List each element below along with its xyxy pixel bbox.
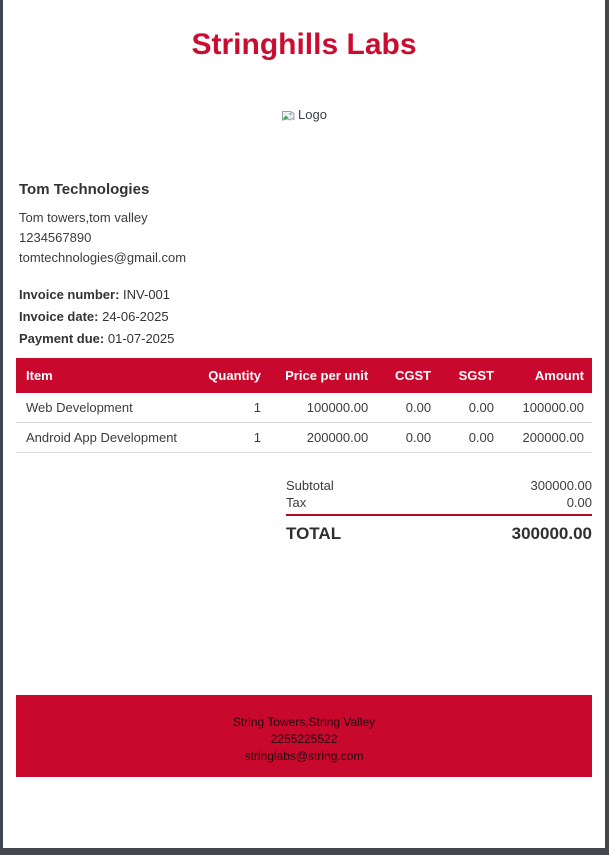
table-cell: 100000.00 [502,393,592,423]
table-cell: 200000.00 [269,423,376,453]
totals-label: Subtotal [286,478,334,493]
logo-alt-text: Logo [298,107,327,122]
client-details [19,208,589,268]
invoice-date-value: 24-06-2025 [102,309,169,324]
table-row [16,423,592,453]
totals-block [286,477,592,543]
payment-due-label: Payment due: [19,331,105,346]
invoice-meta [19,284,589,350]
footer [16,695,592,777]
table-cell: Android App Development [16,423,179,453]
client-name: Tom Technologies [19,181,150,198]
invoice-date-label: Invoice date: [19,309,99,324]
invoice-page [3,0,605,848]
table-cell: 0.00 [376,393,439,423]
payment-due-line [19,328,589,350]
table-cell: Web Development [16,393,179,423]
column-header: Price per unit [269,358,376,393]
column-header: CGST [376,358,439,393]
grand-total-label: TOTAL [286,524,342,543]
column-header: Amount [502,358,592,393]
totals-line [286,477,592,494]
table-cell: 0.00 [376,423,439,453]
grand-total-row [286,516,592,543]
totals-line [286,494,592,511]
totals-value: 300000.00 [530,478,592,493]
invoice-number-value: INV-001 [123,287,171,302]
grand-total-value: 300000.00 [511,524,592,543]
footer-address: String Towers,String Valley [232,715,376,729]
column-header: SGST [439,358,502,393]
table-cell: 1 [179,423,269,453]
table-cell: 1 [179,393,269,423]
payment-due-value: 01-07-2025 [107,331,175,346]
invoice-date-line [19,306,589,328]
totals-label: Tax [286,495,307,510]
client-address: Tom towers,tom valley [19,210,148,225]
totals-value: 0.00 [566,495,592,510]
client-email: tomtechnologies@gmail.com [19,250,187,265]
table-cell: 200000.00 [502,423,592,453]
table-cell: 0.00 [439,423,502,453]
table-row [16,393,592,423]
table-cell: 0.00 [439,393,502,423]
column-header: Item [16,358,179,393]
logo-placeholder [16,108,592,122]
table-header-row [16,358,592,393]
invoice-number-label: Invoice number: [19,287,120,302]
table-cell: 100000.00 [269,393,376,423]
client-phone: 1234567890 [19,230,92,245]
line-items-table [16,358,592,453]
footer-email: stringlabs@string.com [244,749,364,763]
invoice-number-line [19,284,589,306]
footer-phone: 2255225522 [270,732,338,746]
page-title: Stringhills Labs [191,28,417,61]
column-header: Quantity [179,358,269,393]
broken-image-icon [281,109,296,122]
